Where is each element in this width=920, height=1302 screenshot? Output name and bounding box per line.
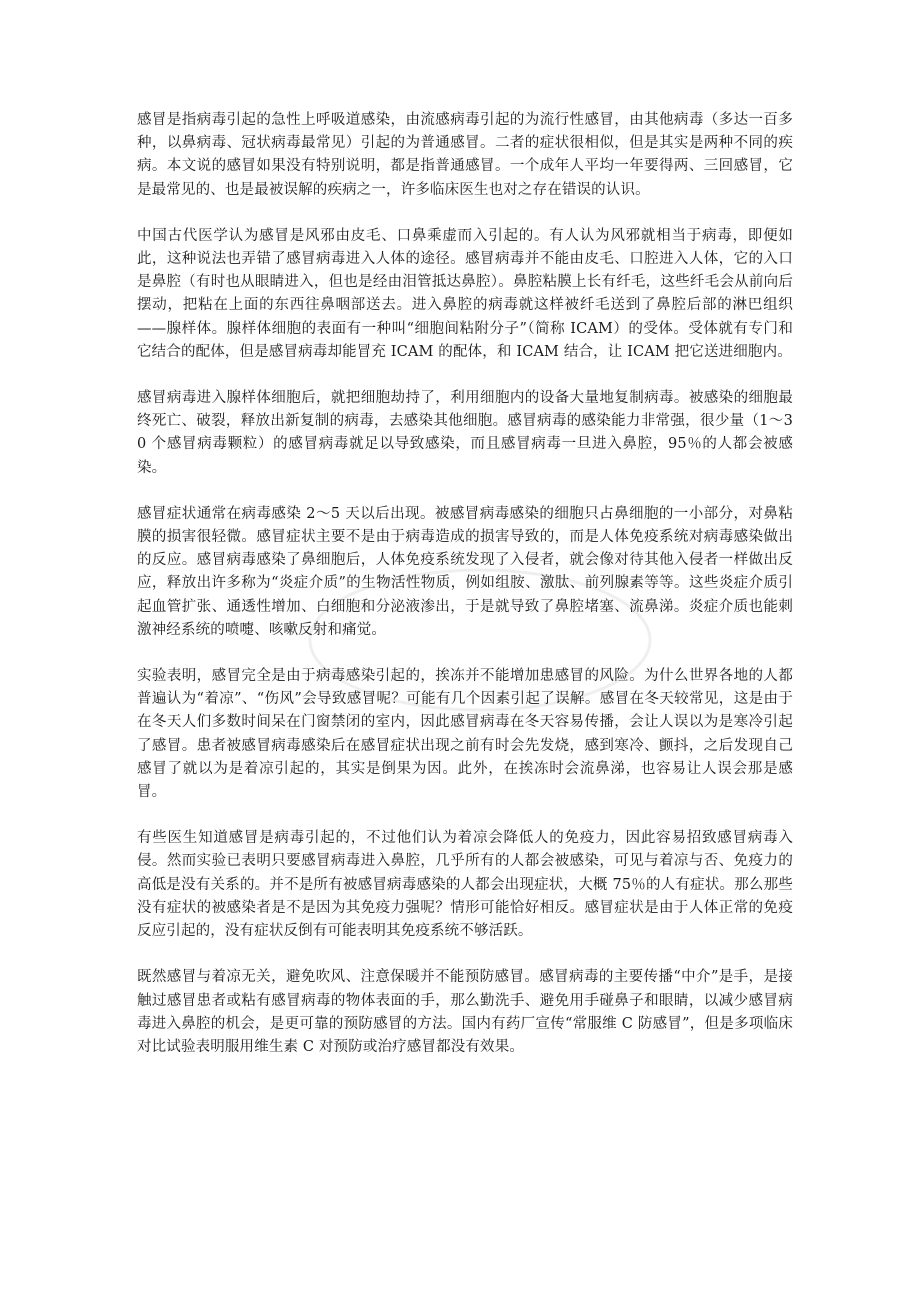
paragraph-6: 有些医生知道感冒是病毒引起的，不过他们认为着凉会降低人的免疫力，因此容易招致感冒病毒入侵。然而实验已表明只要感冒病毒进入鼻腔，几乎所有的人都会被感染，可见与着凉与否、免疫力的高低是没有关系的。并不是所有被感冒病毒感染的人都会出现症状，大概 75％的人有症状。那么那些没有症状的被感染者是不是因为其免疫力强呢？情形可能恰好相反。感冒症状是由于人体正常的免疫反应引起的，没有症状反倒有可能表明其免疫系统不够活跃。 bbox=[137, 830, 793, 940]
paragraph-7: 既然感冒与着凉无关，避免吹风、注意保暖并不能预防感冒。感冒病毒的主要传播“中介”是手，是接触过感冒患者或粘有感冒病毒的物体表面的手，那么勤洗手、避免用手碰鼻子和眼睛，以减少感冒病毒进入鼻腔的机会，是更可靠的预防感冒的方法。国内有药厂宣传“常服维 C 防感冒”，但是多项临床对比试验表明服用维生素 C 对预防或治疗感冒都没有效果。 bbox=[137, 969, 793, 1055]
article-body bbox=[137, 109, 793, 1082]
paragraph-1: 感冒是指病毒引起的急性上呼吸道感染，由流感病毒引起的为流行性感冒，由其他病毒（多达一百多种，以鼻病毒、冠状病毒最常见）引起的为普通感冒。二者的症状很相似，但是其实是两种不同的疾病。本文说的感冒如果没有特别说明，都是指普通感冒。一个成年人平均一年要得两、三回感冒，它是最常见的、也是最被误解的疾病之一，许多临床医生也对之存在错误的认识。 bbox=[137, 112, 793, 198]
paragraph-5: 实验表明，感冒完全是由于病毒感染引起的，挨冻并不能增加患感冒的风险。为什么世界各地的人都普遍认为“着凉”、“伤风”会导致感冒呢？可能有几个因素引起了误解。感冒在冬天较常见，这是由于在冬天人们多数时间呆在门窗禁闭的室内，因此感冒病毒在冬天容易传播，会让人误以为是寒冷引起了感冒。患者被感冒病毒感染后在感冒症状出现之前有时会先发烧，感到寒冷、颤抖，之后发现自己感冒了就以为是着凉引起的，其实是倒果为因。此外，在挨冻时会流鼻涕，也容易让人误会那是感冒。 bbox=[137, 668, 793, 801]
paragraph-4: 感冒症状通常在病毒感染 2～5 天以后出现。被感冒病毒感染的细胞只占鼻细胞的一小部分，对鼻粘膜的损害很轻微。感冒症状主要不是由于病毒造成的损害导致的，而是人体免疫系统对病毒感染做出的反应。感冒病毒感染了鼻细胞后，人体免疫系统发现了入侵者，就会像对待其他入侵者一样做出反应，释放出许多称为“炎症介质”的生物活性物质，例如组胺、激肽、前列腺素等等。这些炎症介质引起血管扩张、通透性增加、白细胞和分泌液渗出，于是就导致了鼻腔堵塞、流鼻涕。炎症介质也能刺激神经系统的喷嚏、咳嗽反射和痛觉。 bbox=[137, 505, 793, 638]
paragraph-3: 感冒病毒进入腺样体细胞后，就把细胞劫持了，利用细胞内的设备大量地复制病毒。被感染的细胞最终死亡、破裂，释放出新复制的病毒，去感染其他细胞。感冒病毒的感染能力非常强，很少量（1～30 个感冒病毒颗粒）的感冒病毒就足以导致感染，而且感冒病毒一旦进入鼻腔，95％的人都会被感染。 bbox=[137, 390, 793, 476]
paragraph-2: 中国古代医学认为感冒是风邪由皮毛、口鼻乘虚而入引起的。有人认为风邪就相当于病毒，即便如此，这种说法也弄错了感冒病毒进入人体的途径。感冒病毒并不能由皮毛、口腔进入人体，它的入口是鼻腔（有时也从眼睛进入，但也是经由泪管抵达鼻腔）。鼻腔粘膜上长有纤毛，这些纤毛会从前向后摆动，把粘在上面的东西往鼻咽部送去。进入鼻腔的病毒就这样被纤毛送到了鼻腔后部的淋巴组织——腺样体。腺样体细胞的表面有一种叫“细胞间粘附分子”（简称 ICAM）的受体。受体就有专门和它结合的配体，但是感冒病毒却能冒充 ICAM 的配体，和 ICAM 结合，让 ICAM 把它送进细胞内。 bbox=[137, 227, 793, 360]
